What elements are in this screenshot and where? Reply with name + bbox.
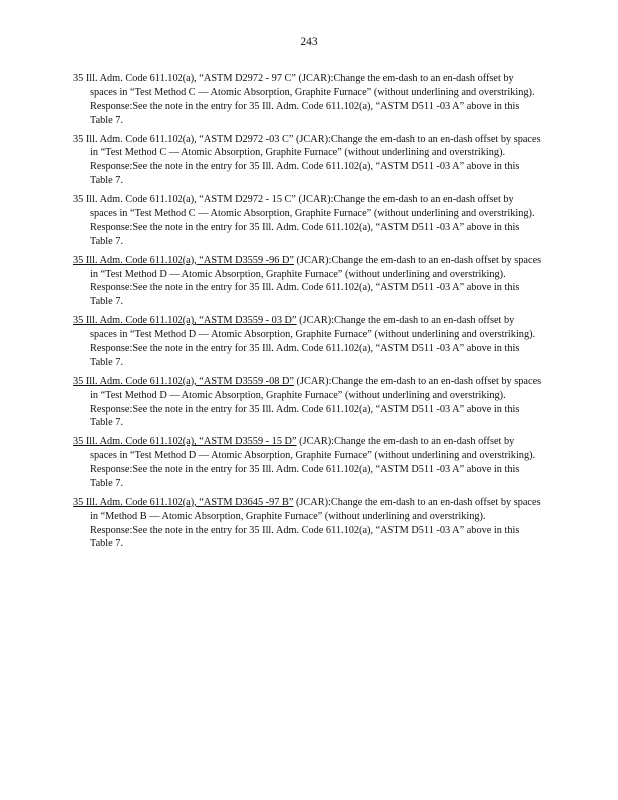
entry-comment-text: :Change the em-dash to an en-dash offset by spaces in “Test Method C — Atomic Absorption, Graphite Furnace” (without underlining and overstriking). (90, 73, 535, 98)
entry-response: Response:See the note in the entry for 35 Ill. Adm. Code 611.102(a), “ASTM D511 -03 A” above in this Table 7. (90, 464, 520, 489)
comment-entry (73, 314, 543, 369)
comment-entry (73, 435, 543, 490)
entry-comment (73, 435, 543, 463)
entry-comment (73, 314, 543, 342)
entry-comment (73, 193, 543, 221)
entry-comment-text: :Change the em-dash to an en-dash offset by spaces in “Test Method C — Atomic Absorption, Graphite Furnace” (without underlining and overstriking). (90, 194, 535, 219)
entry-heading: 35 Ill. Adm. Code 611.102(a), “ASTM D2972 -03 C” (JCAR) (73, 133, 329, 145)
entry-heading: 35 Ill. Adm. Code 611.102(a), “ASTM D3559 - 15 D” (73, 436, 297, 448)
comment-entry (73, 72, 543, 127)
entry-heading: 35 Ill. Adm. Code 611.102(a), “ASTM D3559 - 03 D” (73, 315, 297, 327)
entry-comment (73, 254, 543, 282)
entry-comment (73, 496, 543, 524)
comment-entry (73, 375, 543, 430)
entry-response: Response:See the note in the entry for 35 Ill. Adm. Code 611.102(a), “ASTM D511 -03 A” above in this Table 7. (90, 221, 520, 247)
entry-comment (73, 72, 543, 100)
entry-response: Response:See the note in the entry for 35 Ill. Adm. Code 611.102(a), “ASTM D511 -03 A” above in this Table 7. (90, 403, 520, 429)
entry-comment (73, 375, 543, 403)
entry-comment (73, 133, 543, 161)
page-number: 243 (300, 36, 318, 48)
entry-comment-text: (JCAR):Change the em-dash to an en-dash offset by spaces in “Method B — Atomic Absorption, Graphite Furnace” (without underlining and overstriking). (90, 496, 541, 522)
entry-comment-text: :Change the em-dash to an en-dash offset by spaces in “Test Method C — Atomic Absorption, Graphite Furnace” (without underlining and overstriking). (90, 133, 541, 159)
entry-heading: 35 Ill. Adm. Code 611.102(a), “ASTM D2972 - 15 C” (JCAR) (73, 194, 331, 206)
entry-heading: 35 Ill. Adm. Code 611.102(a), “ASTM D3559 -96 D” (73, 254, 294, 266)
comment-entries (73, 72, 543, 557)
comment-entry (73, 496, 543, 551)
entry-comment-text: (JCAR):Change the em-dash to an en-dash offset by spaces in “Test Method D — Atomic Absorption, Graphite Furnace” (without underlining and overstriking). (90, 436, 536, 462)
entry-comment-text: (JCAR):Change the em-dash to an en-dash offset by spaces in “Test Method D — Atomic Absorption, Graphite Furnace” (without underlining and overstriking). (90, 254, 542, 280)
entry-response: Response:See the note in the entry for 35 Ill. Adm. Code 611.102(a), “ASTM D511 -03 A” above in this Table 7. (90, 100, 520, 126)
comment-entry (73, 254, 543, 309)
entry-response: Response:See the note in the entry for 35 Ill. Adm. Code 611.102(a), “ASTM D511 -03 A” above in this Table 7. (90, 342, 520, 368)
entry-comment-text: (JCAR):Change the em-dash to an en-dash offset by spaces in “Test Method D — Atomic Absorption, Graphite Furnace” (without underlining and overstriking). (90, 315, 536, 341)
comment-entry (73, 193, 543, 248)
entry-response: Response:See the note in the entry for 35 Ill. Adm. Code 611.102(a), “ASTM D511 -03 A” above in this Table 7. (90, 161, 520, 187)
entry-heading: 35 Ill. Adm. Code 611.102(a), “ASTM D3645 -97 B” (73, 496, 294, 508)
entry-heading: 35 Ill. Adm. Code 611.102(a), “ASTM D3559 -08 D” (73, 375, 294, 387)
comment-entry (73, 133, 543, 188)
entry-response: Response:See the note in the entry for 35 Ill. Adm. Code 611.102(a), “ASTM D511 -03 A” above in this Table 7. (90, 282, 520, 308)
entry-comment-text: (JCAR):Change the em-dash to an en-dash offset by spaces in “Test Method D — Atomic Absorption, Graphite Furnace” (without underlining and overstriking). (90, 375, 542, 401)
entry-response: Response:See the note in the entry for 35 Ill. Adm. Code 611.102(a), “ASTM D511 -03 A” above in this Table 7. (90, 524, 520, 550)
entry-heading: 35 Ill. Adm. Code 611.102(a), “ASTM D2972 - 97 C” (JCAR) (73, 73, 331, 84)
